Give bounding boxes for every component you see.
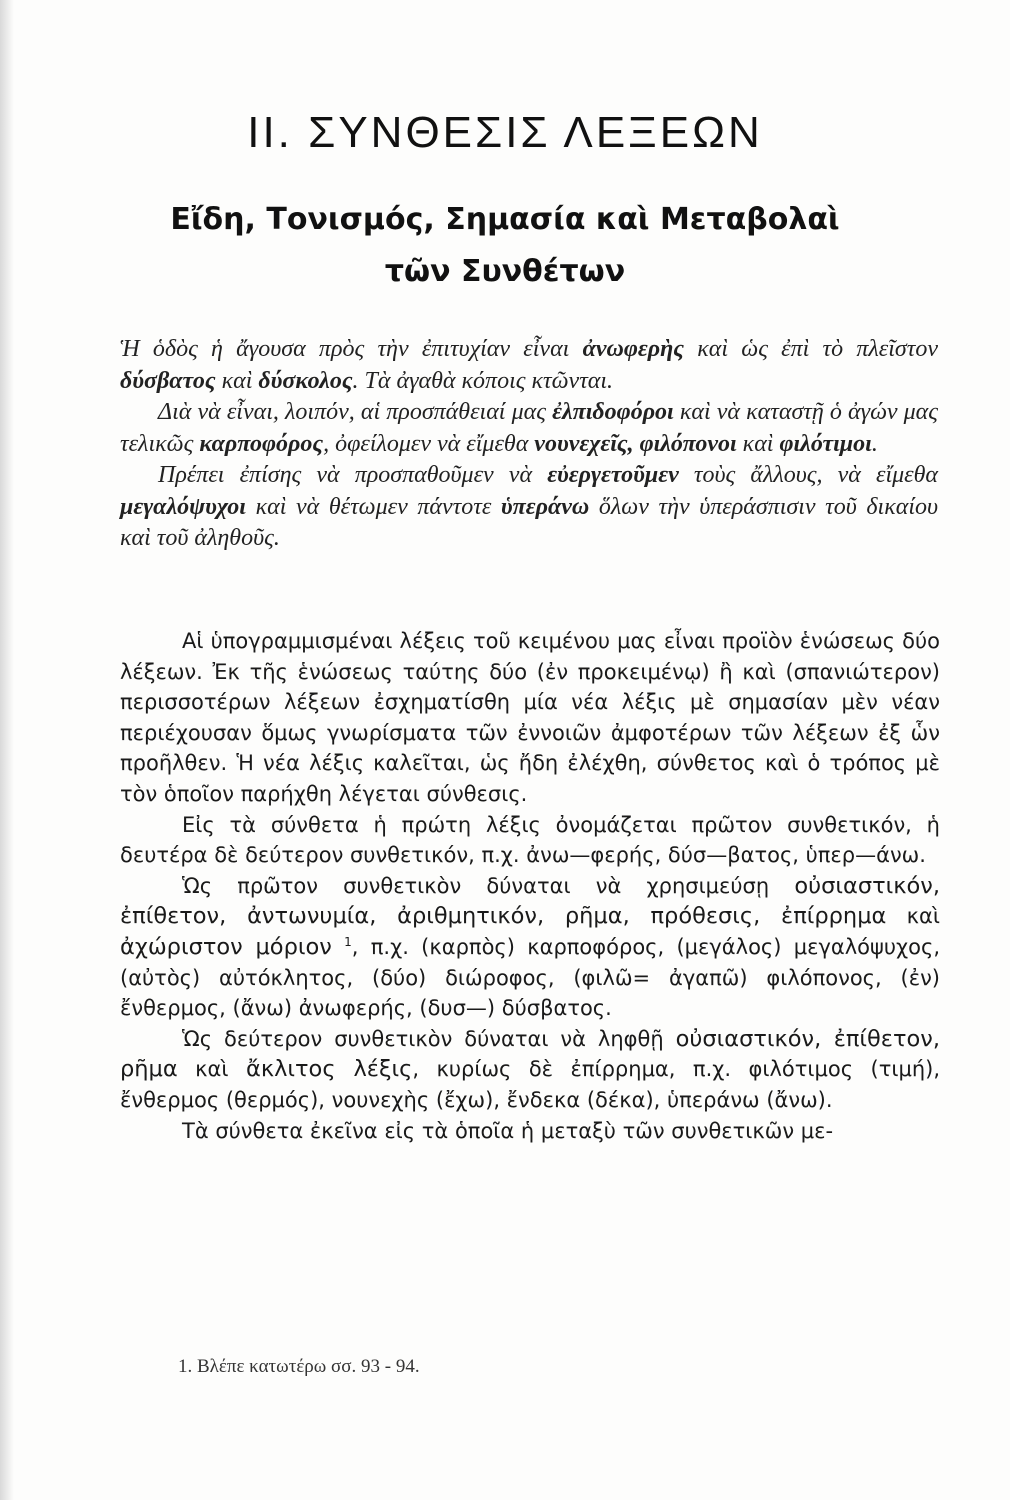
- body-paragraph-2: Εἰς τὰ σύνθετα ἡ πρώτη λέξις ὀνομάζεται πρῶτον συνθετικόν, ἡ δευτέρα δὲ δεύτερον συνθετικόν, π.χ. ἀνω—φερής, δύσ—βατος, ὑπερ—άνω.: [120, 812, 940, 868]
- emphasized-term: οὐσιαστικόν, ἐπίθετον, ρῆμα: [120, 1025, 940, 1083]
- chapter-subtitle: [0, 194, 1010, 298]
- bold-term: ἐλπιδοφόροι: [552, 399, 674, 425]
- bold-term: ὑπεράνω: [500, 493, 590, 520]
- bold-term: ἀνωφερὴς: [582, 336, 684, 362]
- text-run: καὶ νὰ καταστῇ ὁ ἀγών μας τελικῶς: [120, 399, 938, 457]
- text-run: καὶ ὡς ἐπὶ τὸ πλεῖστον: [683, 336, 938, 362]
- text-run: καὶ: [736, 430, 780, 457]
- body-text: [120, 626, 940, 1146]
- text-run: καὶ: [886, 904, 940, 929]
- bold-term: μεγαλόψυχοι: [120, 493, 246, 520]
- text-run: , π.χ. (καρπὸς) καρποφόρος, (μεγάλος) μεγαλόψυχος, (αὐτὸς) αὐτόκλητος, (δύο) διώροφος, (φιλῶ= ἀγαπῶ) φιλόπονος, (ἐν) ἔνθερμος, (ἄνω) ἀνωφερής, (δυσ—) δύσβατος.: [120, 934, 940, 1021]
- bold-term: φιλότιμοι: [779, 430, 872, 457]
- motto-paragraph-1: [120, 334, 938, 397]
- text-run: Πρέπει ἐπίσης νὰ προσπαθοῦμεν νὰ: [158, 462, 548, 488]
- text-run: . Τὰ ἀγαθὰ κόποις κτῶνται.: [352, 367, 614, 394]
- emphasized-term: ἀχώριστον μόριον: [120, 933, 332, 960]
- text-run: Ὡς πρῶτον συνθετικὸν δύναται νὰ χρησιμεύσῃ: [182, 873, 795, 898]
- text-run: .: [871, 430, 878, 457]
- bold-term: δύσβατος: [120, 367, 216, 394]
- chapter-title: II. ΣΥΝΘΕΣΙΣ ΛΕΞΕΩΝ: [247, 108, 763, 157]
- emphasized-term: ἄκλιτος λέξις: [245, 1056, 413, 1083]
- footnote-marker[interactable]: 1: [344, 934, 352, 949]
- motto-text: [120, 334, 938, 555]
- text-run: καὶ: [215, 367, 259, 394]
- text-run: ὅλων τὴν ὑπεράσπισιν τοῦ δικαίου καὶ τοῦ ἀληθοῦς.: [120, 493, 938, 551]
- body-paragraph-4: [120, 1024, 940, 1116]
- bold-term: καρποφόρος: [199, 430, 324, 457]
- body-paragraph-5: Τὰ σύνθετα ἐκεῖνα εἰς τὰ ὁποῖα ἡ μεταξὺ τῶν συνθετικῶν με-: [182, 1118, 834, 1143]
- bold-term: νουνεχεῖς, φιλόπονοι: [534, 430, 737, 457]
- subtitle-line-2: τῶν Συνθέτων: [384, 254, 626, 289]
- text-run: Διὰ νὰ εἶναι, λοιπόν, αἱ προσπάθειαί μας: [158, 399, 553, 425]
- text-run: καὶ: [177, 1057, 246, 1082]
- motto-paragraph-2: [120, 397, 938, 460]
- footnote: 1. Βλέπε κατωτέρω σσ. 93 - 94.: [178, 1356, 420, 1377]
- text-run: , ὀφείλομεν νὰ εἴμεθα: [323, 430, 535, 457]
- body-paragraph-1: Αἱ ὑπογραμμισμέναι λέξεις τοῦ κειμένου μας εἶναι προϊὸν ἑνώσεως δύο λέξεων. Ἐκ τῆς ἑνώσεως ταύτης δύο (ἐν προκειμένῳ) ἢ καὶ (σπανιώτερον) περισσοτέρων λέξεων ἐσχηματίσθη μία νέα λέξις μὲ σημασίαν μὲν νέαν περιέχουσαν ὅμως γνωρίσματα τῶν ἐννοιῶν ἀμφοτέρων τῶν λέξεων ἐξ ὧν προῆλθεν. Ἡ νέα λέξις καλεῖται, ὡς ἤδη ἐλέχθη, σύνθετος καὶ ὁ τρόπος μὲ τὸν ὁποῖον παρήχθη λέγεται σύνθεσις.: [120, 629, 940, 806]
- body-paragraph-3: [120, 871, 940, 1024]
- text-run: Ὡς δεύτερον συνθετικὸν δύναται νὰ ληφθῇ: [182, 1026, 676, 1051]
- bold-term: εὐεργετοῦμεν: [547, 462, 679, 488]
- motto-paragraph-3: [120, 460, 938, 555]
- text-run: τοὺς ἄλλους, νὰ εἴμεθα: [678, 462, 939, 488]
- text-run: Ἡ ὁδὸς ἡ ἄγουσα πρὸς τὴν ἐπιτυχίαν εἶναι: [120, 336, 583, 362]
- text-run: , κυρίως δὲ ἐπίρρημα, π.χ. φιλότιμος (τιμή), ἔνθερμος (θερμός), νουνεχὴς (ἔχω), ἔνδεκα (δέκα), ὑπεράνω (ἄνω).: [120, 1057, 940, 1112]
- subtitle-line-1: Εἴδη, Τονισμός, Σημασία καὶ Μεταβολαὶ: [170, 202, 840, 237]
- text-run: καὶ νὰ θέτωμεν πάντοτε: [245, 493, 501, 520]
- bold-term: δύσκολος: [258, 367, 353, 394]
- emphasized-term: οὐσιαστικόν, ἐπίθετον, ἀντωνυμία, ἀριθμητικόν, ρῆμα, πρόθεσις, ἐπίρρημα: [120, 872, 940, 930]
